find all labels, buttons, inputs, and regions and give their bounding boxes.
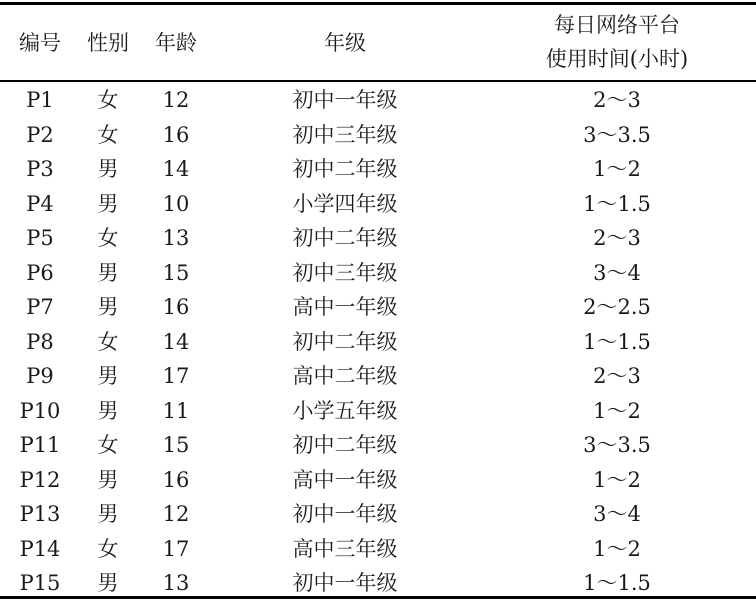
- row-age-cell: 13: [162, 226, 190, 250]
- row-age-cell: 14: [162, 329, 190, 354]
- row-age-cell: 15: [162, 433, 190, 457]
- row-usage-cell: 1～1.5: [583, 191, 651, 216]
- row-gender-cell: 男: [97, 571, 119, 595]
- row-grade-cell: 高中三年级: [292, 536, 398, 561]
- row-grade-cell: 小学五年级: [292, 398, 398, 423]
- row-grade-cell: 初中二年级: [292, 329, 398, 354]
- header-daily-usage-line2: 使用时间(小时): [545, 47, 689, 71]
- row-grade-cell: 高中一年级: [292, 467, 398, 492]
- row-id-cell: P6: [26, 260, 54, 285]
- row-age-cell: 15: [162, 260, 190, 285]
- row-usage-cell: 3～4: [593, 260, 641, 285]
- row-age-cell: 12: [162, 502, 190, 526]
- header-age: 年龄: [155, 31, 197, 55]
- row-usage-cell: 2～2.5: [583, 295, 651, 319]
- row-grade-cell: 初中三年级: [292, 260, 398, 285]
- table-bottom-rule: [0, 596, 756, 599]
- row-gender-cell: 男: [97, 295, 119, 319]
- row-usage-cell: 1～2: [593, 157, 641, 181]
- row-id-cell: P10: [19, 398, 61, 423]
- row-id-cell: P8: [26, 329, 54, 354]
- header-grade: 年级: [324, 31, 366, 55]
- row-grade-cell: 小学四年级: [292, 191, 398, 216]
- row-gender-cell: 男: [97, 260, 119, 285]
- row-age-cell: 10: [162, 191, 190, 216]
- row-id-cell: P5: [26, 226, 54, 250]
- row-age-cell: 16: [162, 467, 190, 492]
- row-id-cell: P14: [19, 536, 61, 561]
- row-grade-cell: 高中一年级: [292, 295, 398, 319]
- table-header-rule: [0, 80, 756, 82]
- row-usage-cell: 1～1.5: [583, 329, 651, 354]
- row-usage-cell: 3～4: [593, 502, 641, 526]
- header-daily-usage-line1: 每日网络平台: [554, 13, 680, 37]
- row-gender-cell: 女: [97, 536, 119, 561]
- row-gender-cell: 男: [97, 191, 119, 216]
- table-top-rule: [0, 2, 756, 5]
- row-gender-cell: 男: [97, 157, 119, 181]
- row-grade-cell: 初中三年级: [292, 122, 398, 147]
- row-gender-cell: 男: [97, 467, 119, 492]
- row-id-cell: P7: [26, 295, 54, 319]
- row-usage-cell: 1～2: [593, 467, 641, 492]
- row-age-cell: 14: [162, 157, 190, 181]
- row-age-cell: 11: [162, 398, 190, 423]
- row-id-cell: P3: [26, 157, 54, 181]
- row-age-cell: 16: [162, 295, 190, 319]
- row-usage-cell: 2～3: [593, 364, 641, 388]
- row-age-cell: 17: [162, 364, 190, 388]
- row-usage-cell: 2～3: [593, 226, 641, 250]
- row-gender-cell: 男: [97, 502, 119, 526]
- row-gender-cell: 女: [97, 329, 119, 354]
- row-usage-cell: 3～3.5: [583, 122, 651, 147]
- row-gender-cell: 女: [97, 88, 119, 112]
- row-usage-cell: 3～3.5: [583, 433, 651, 457]
- row-age-cell: 13: [162, 571, 190, 595]
- row-id-cell: P9: [26, 364, 54, 388]
- row-grade-cell: 初中二年级: [292, 157, 398, 181]
- header-id: 编号: [19, 31, 61, 55]
- row-id-cell: P11: [19, 433, 61, 457]
- row-id-cell: P4: [26, 191, 54, 216]
- row-usage-cell: 1～1.5: [583, 571, 651, 595]
- row-id-cell: P13: [19, 502, 61, 526]
- row-usage-cell: 1～2: [593, 536, 641, 561]
- row-gender-cell: 女: [97, 433, 119, 457]
- row-id-cell: P2: [26, 122, 54, 147]
- row-id-cell: P15: [19, 571, 61, 595]
- row-gender-cell: 女: [97, 226, 119, 250]
- row-usage-cell: 1～2: [593, 398, 641, 423]
- row-id-cell: P1: [26, 88, 54, 112]
- row-grade-cell: 初中一年级: [292, 502, 398, 526]
- header-gender: 性别: [87, 31, 129, 55]
- row-grade-cell: 初中一年级: [292, 571, 398, 595]
- row-gender-cell: 女: [97, 122, 119, 147]
- row-grade-cell: 初中二年级: [292, 433, 398, 457]
- row-age-cell: 16: [162, 122, 190, 147]
- row-id-cell: P12: [19, 467, 61, 492]
- row-age-cell: 12: [162, 88, 190, 112]
- row-grade-cell: 初中一年级: [292, 88, 398, 112]
- row-age-cell: 17: [162, 536, 190, 561]
- row-gender-cell: 男: [97, 398, 119, 423]
- row-usage-cell: 2～3: [593, 88, 641, 112]
- row-grade-cell: 初中二年级: [292, 226, 398, 250]
- row-gender-cell: 男: [97, 364, 119, 388]
- row-grade-cell: 高中二年级: [292, 364, 398, 388]
